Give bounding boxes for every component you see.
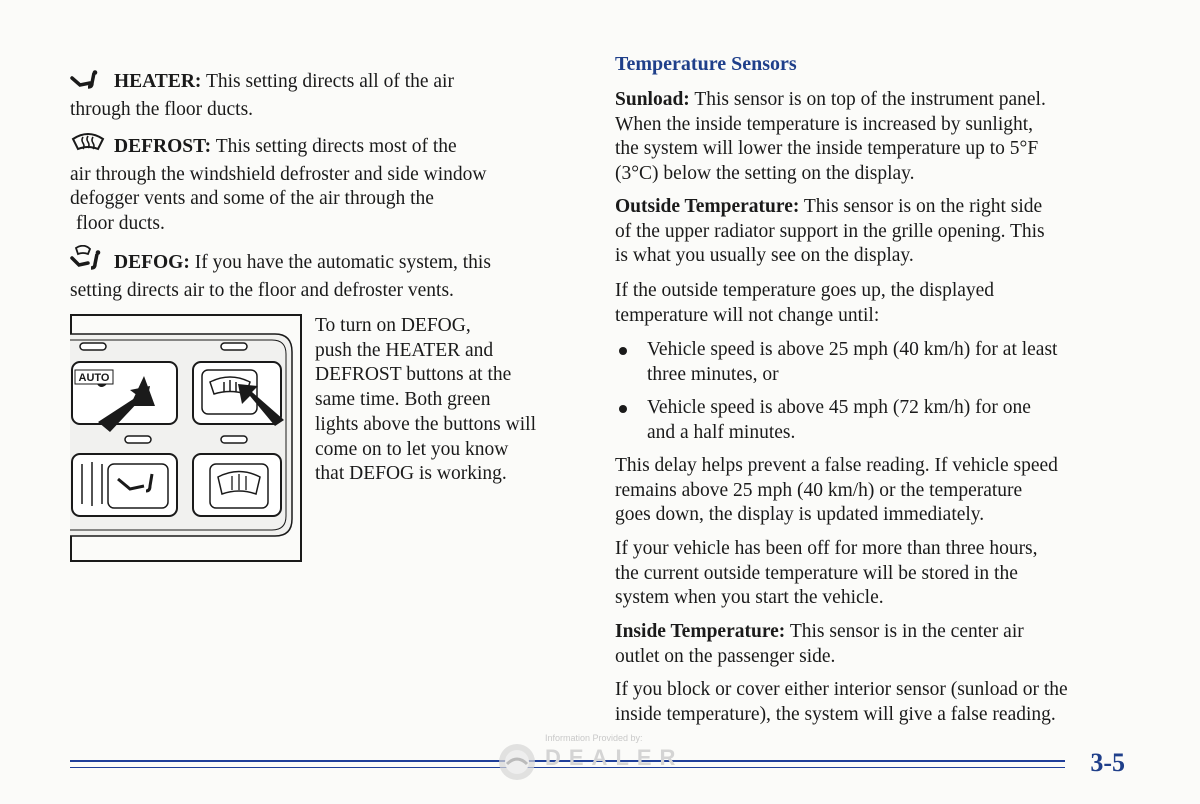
bullet-text: Vehicle speed is above 25 mph (40 km/h) for at least [647, 339, 1058, 360]
sunload-text: This sensor is on top of the instrument panel. [694, 89, 1046, 110]
defog-instruction-line: same time. Both green [315, 389, 491, 411]
intro-text: temperature will not change until: [615, 304, 880, 326]
block-sensor-text: inside temperature), the system will give a false reading. [615, 703, 1056, 725]
vehicle-off-text: system when you start the vehicle. [615, 587, 884, 608]
vehicle-off-text: the current outside temperature will be stored in the [615, 562, 1018, 584]
bullet-text: and a half minutes. [647, 421, 796, 443]
heater-mode-icon [70, 70, 108, 98]
defog-instruction-line: lights above the buttons will [315, 413, 536, 435]
defog-instruction [315, 314, 575, 487]
vehicle-off-text: If your vehicle has been off for more than three hours, [615, 538, 1038, 559]
outside-temperature-intro [615, 279, 1135, 328]
outside-temperature-paragraph [615, 195, 1135, 269]
defog-instruction-line: To turn on DEFOG, [315, 315, 471, 336]
sunload-text: (3°C) below the setting on the display. [615, 162, 915, 184]
defrost-text-2: air through the windshield defroster and side window [70, 163, 487, 185]
watermark-caption: Information Provided by: [545, 733, 643, 743]
defrost-paragraph [70, 131, 550, 236]
inside-temperature-text: This sensor is in the center air [789, 621, 1024, 642]
watermark-logo-text: DEALER [545, 745, 684, 770]
defog-text: If you have the automatic system, this [194, 252, 491, 273]
delay-text: remains above 25 mph (40 km/h) or the temperature [615, 479, 1023, 501]
block-sensor-text: If you block or cover either interior sensor (sunload or the [615, 679, 1068, 700]
auto-button-label: AUTO [78, 372, 110, 384]
inside-temperature-paragraph [615, 620, 1135, 669]
section-heading: Temperature Sensors [615, 53, 797, 75]
heater-label: HEATER: [114, 71, 202, 92]
defrost-text-4: floor ducts. [76, 212, 165, 234]
vehicle-off-paragraph [615, 537, 1135, 611]
defog-instruction-line: come on to let you know [315, 438, 509, 460]
defrost-text: This setting directs most of the [215, 136, 457, 157]
heater-text: This setting directs all of the air [205, 71, 454, 92]
sunload-label: Sunload: [615, 89, 690, 110]
bullet-text: Vehicle speed is above 45 mph (72 km/h) for one [647, 397, 1031, 418]
defog-mode-icon [70, 245, 108, 279]
outside-temperature-text: of the upper radiator support in the grille opening. This [615, 220, 1045, 242]
defog-label: DEFOG: [114, 252, 190, 273]
defog-text-2: setting directs air to the floor and defroster vents. [70, 279, 454, 301]
climate-control-panel-illustration [70, 314, 302, 562]
delay-text: This delay helps prevent a false reading. If vehicle speed [615, 455, 1058, 476]
bullet-dot [619, 347, 627, 355]
heater-paragraph [70, 70, 550, 122]
delay-text: goes down, the display is updated immediately. [615, 504, 985, 525]
bullet-text: three minutes, or [647, 363, 779, 385]
watermark-logo-icon [497, 742, 537, 782]
bullet-dot [619, 405, 627, 413]
defrost-text-3: defogger vents and some of the air through the [70, 188, 434, 209]
defog-instruction-line: that DEFOG is working. [315, 463, 507, 485]
delay-paragraph [615, 454, 1135, 528]
inside-temperature-label: Inside Temperature: [615, 621, 786, 642]
defog-instruction-line: push the HEATER and [315, 339, 494, 361]
outside-temperature-text: This sensor is on the right side [803, 196, 1043, 217]
page-number: 3-5 [1090, 748, 1125, 777]
sunload-text: the system will lower the inside temperature up to 5°F [615, 138, 1039, 159]
outside-temperature-text: is what you usually see on the display. [615, 245, 914, 266]
block-sensor-paragraph [615, 678, 1135, 727]
defrost-label: DEFROST: [114, 136, 212, 157]
defog-paragraph [70, 245, 550, 303]
intro-text: If the outside temperature goes up, the displayed [615, 280, 995, 301]
sunload-paragraph [615, 88, 1135, 186]
sunload-text: When the inside temperature is increased by sunlight, [615, 113, 1034, 135]
outside-temperature-label: Outside Temperature: [615, 196, 800, 217]
defog-instruction-line: DEFROST buttons at the [315, 364, 512, 386]
defrost-mode-icon [70, 131, 108, 163]
inside-temperature-text: outlet on the passenger side. [615, 645, 836, 667]
heater-text-2: through the floor ducts. [70, 98, 254, 120]
